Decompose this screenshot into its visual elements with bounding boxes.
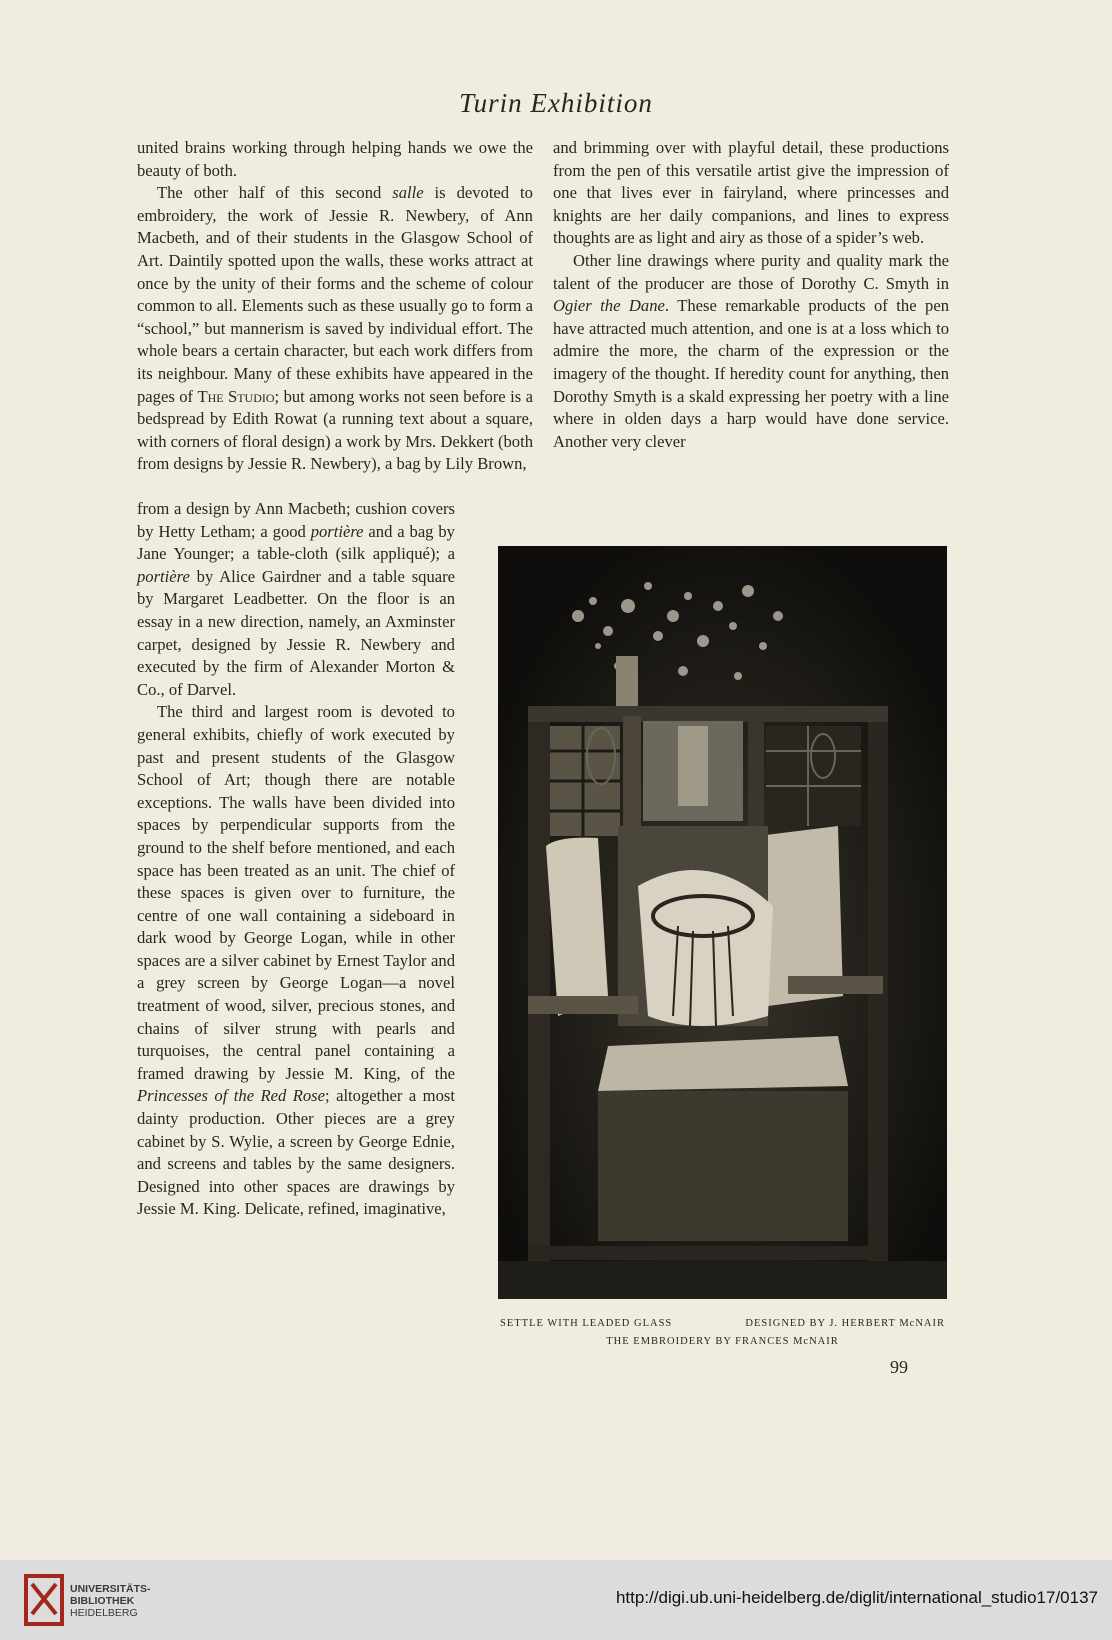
caption-title: SETTLE WITH LEADED GLASS — [500, 1318, 673, 1329]
italic-term: portière — [137, 566, 190, 586]
right-column — [553, 137, 949, 453]
italic-term: Princesses — [137, 1086, 208, 1106]
body-paragraph: The other half of this second salle is devoted to embroidery, the work of Jessie R. Newbery, of Ann Macbeth, and of their students in the Glasgow School of Art. Daintily spotted upon the walls, these works attract at once by the unity of their forms and the scheme of colour common to all. Elements such as these usually go to form a “school,” but mannerism is saved by individual effort. The whole bears a certain character, but each work differs from its neighbour. Many of these exhibits have appeared in the pages of The Studio; but among works not seen before is a bedspread by Edith Rowat (a running text about a square, with corners of floral design) a work by Mrs. Dekkert (both from designs by Jessie R. Newbery), a bag by Lily Brown, — [137, 183, 534, 474]
footer-bar — [0, 1560, 1112, 1640]
caption-designer: DESIGNED BY J. HERBERT McNAIR — [745, 1318, 945, 1329]
italic-term: the — [233, 1086, 255, 1106]
italic-term: salle — [392, 183, 424, 203]
settle-photograph — [498, 546, 947, 1299]
body-paragraph: and brimming over with playful detail, these productions from the pen of this versatile artist give the impression of one that lives ever in fairyland, where princesses and knights are her daily companions, and lines to express thoughts are as light and airy as those of a spider’s web. — [553, 138, 949, 248]
left-column-narrow — [137, 498, 455, 1221]
library-name: UNIVERSITÄTS- BIBLIOTHEK HEIDELBERG — [70, 1583, 151, 1619]
italic-term: of — [214, 1086, 228, 1106]
caption-embroidery-credit: THE EMBROIDERY BY FRANCES McNAIR — [606, 1336, 839, 1347]
source-url[interactable]: http://digi.ub.uni-heidelberg.de/diglit/international_studio17/0137 — [615, 1588, 1098, 1607]
magazine-name: Studio — [227, 386, 275, 406]
page-number: 99 — [890, 1357, 908, 1377]
left-column-top — [137, 137, 533, 476]
magazine-name: The — [197, 386, 224, 406]
body-paragraph: from a design by Ann Macbeth; cushion covers by Hetty Letham; a good portière and a bag by Jane Younger; a table-cloth (silk appliqué); a portière by Alice Gairdner and a table square by Margaret Leadbetter. On the floor is an essay in a new direction, namely, an Axminster carpet, designed by Jessie R. Newbery and executed by the firm of Alexander Morton & Co., of Darvel. — [137, 499, 456, 699]
running-head: Turin Exhibition — [459, 88, 653, 118]
italic-term: Red — [260, 1086, 287, 1106]
body-paragraph: Other line drawings where purity and quality mark the talent of the producer are those of Dorothy C. Smyth in Ogier the Dane. These remarkable products of the pen have attracted much attention, and one is at a loss which to admire the more, the charm of the expression or the imagery of the thought. If heredity count for anything, then Dorothy Smyth is a skald expressing her poetry with a line where in olden days a harp would have done service. Another very clever — [553, 250, 949, 451]
body-paragraph: united brains working through helping hands we owe the beauty of both. — [137, 138, 534, 180]
body-paragraph: The third and largest room is devoted to general exhibits, chiefly of work executed by past and present students of the Glasgow School of Art; though there are notable exceptions. The walls have been divided into spaces by perpendicular supports from the ground to the shelf before mentioned, and each space has been treated as an unit. The chief of these spaces is given over to furniture, the centre of one wall containing a sideboard in dark wood by George Logan, while in other spaces are a silver cabinet by Ernest Taylor and a grey screen by George Logan—a novel treatment of wood, silver, precious stones, and chains of silver strung with pearls and turquoises, the central panel containing a framed drawing by Jessie M. King, of the Princesses of the Red Rose; altogether a most dainty production. Other pieces are a grey cabinet by S. Wylie, a screen by George Ednie, and screens and tables by the same designers. Designed into other spaces are drawings by Jessie M. King. Delicate, refined, imaginative, — [137, 702, 456, 1219]
italic-term: Rose — [292, 1086, 326, 1106]
photo-caption — [498, 1315, 947, 1351]
settle-illustration — [498, 546, 947, 1299]
italic-term: portière — [310, 521, 364, 541]
italic-term: Ogier the Dane — [553, 296, 665, 316]
library-logo-icon — [24, 1574, 64, 1626]
